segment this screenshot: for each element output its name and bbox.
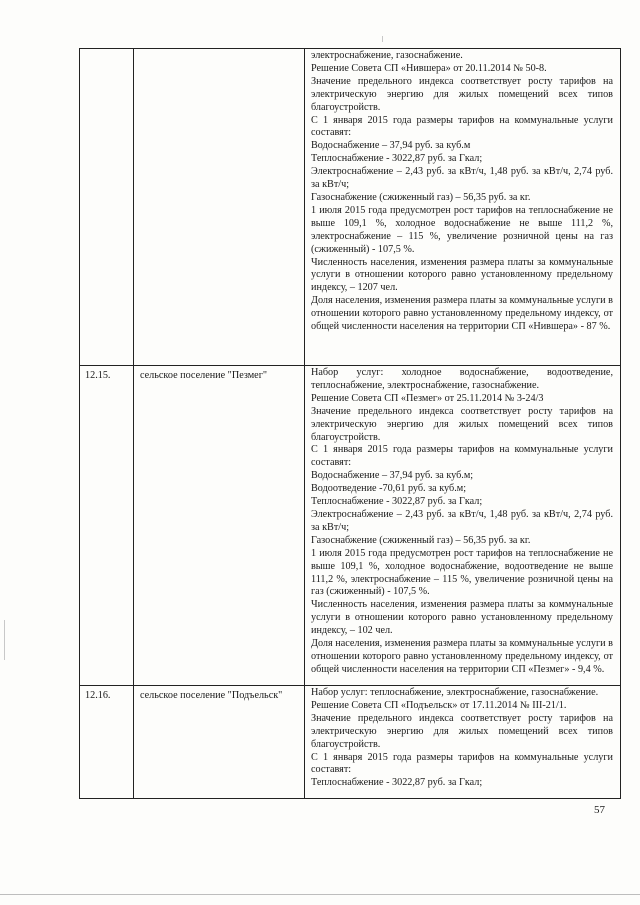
description-line: Значение предельного индекса соответствует росту тарифов на электрическую энергию для жилых помещений всех типов благоустройств. bbox=[311, 405, 613, 443]
description-line: Газоснабжение (сжиженный газ) – 56,35 руб. за кг. bbox=[311, 191, 531, 203]
description-cell bbox=[305, 686, 621, 799]
description-line: Электроснабжение – 2,43 руб. за кВт/ч, 1,48 руб. за кВт/ч, 2,74 руб. за кВт/ч; bbox=[311, 166, 613, 191]
description-line: Теплоснабжение - 3022,87 руб. за Гкал; bbox=[311, 777, 483, 789]
description-line: Электроснабжение – 2,43 руб. за кВт/ч, 1,48 руб. за кВт/ч, 2,74 руб. за кВт/ч; bbox=[311, 508, 613, 533]
description-line: Теплоснабжение - 3022,87 руб. за Гкал; bbox=[311, 153, 483, 165]
settlement-name-cell bbox=[134, 49, 305, 366]
table-row bbox=[80, 366, 621, 686]
description-line: С 1 января 2015 года размеры тарифов на коммунальные услуги составят: bbox=[311, 444, 613, 469]
description-line: Набор услуг: теплоснабжение, электроснабжение, газоснабжение. bbox=[311, 687, 599, 698]
description-line: Доля населения, изменения размера платы за коммунальные услуги в отношении которого равно установленному предельному индексу, от общей численности населения на территории СП «Нившера» - 87 %. bbox=[311, 295, 613, 333]
description-line: Решение Совета СП «Нившера» от 20.11.2014 № 50-8. bbox=[311, 62, 547, 74]
table-row bbox=[80, 49, 621, 366]
description-line: Теплоснабжение - 3022,87 руб. за Гкал; bbox=[311, 496, 483, 508]
scan-bottom-edge bbox=[0, 894, 640, 895]
scan-margin-mark bbox=[4, 620, 5, 660]
description-line: 1 июля 2015 года предусмотрен рост тарифов на теплоснабжение не выше 109,1 %, холодное водоснабжение, водоотведение не выше 111,2 %, электроснабжение – 115 %, увеличение розничной цены на газ (сжиженный) - 107,5 %. bbox=[311, 547, 613, 598]
scan-margin-mark bbox=[382, 36, 383, 42]
description-line: Значение предельного индекса соответствует росту тарифов на электрическую энергию для жилых помещений всех типов благоустройств. bbox=[311, 75, 613, 113]
description-line: С 1 января 2015 года размеры тарифов на коммунальные услуги составят: bbox=[311, 751, 613, 776]
description-text bbox=[305, 49, 620, 336]
description-line: Значение предельного индекса соответствует росту тарифов на электрическую энергию для жилых помещений всех типов благоустройств. bbox=[311, 712, 613, 750]
page-number: 57 bbox=[594, 804, 605, 816]
description-line: Численность населения, изменения размера платы за коммунальные услуги в отношении которого равно установленному предельному индексу, – 1207 чел. bbox=[311, 256, 613, 294]
row-number-cell bbox=[80, 49, 134, 366]
settlement-name-cell: сельское поселение "Подъельск" bbox=[134, 686, 305, 799]
description-text bbox=[305, 366, 620, 679]
description-line: С 1 января 2015 года размеры тарифов на коммунальные услуги составят: bbox=[311, 114, 613, 139]
description-line: Водоотведение -70,61 руб. за куб.м; bbox=[311, 483, 467, 495]
row-number-cell: 12.16. bbox=[80, 686, 134, 799]
description-line: Водоснабжение – 37,94 руб. за куб.м bbox=[311, 140, 471, 152]
description-text bbox=[305, 686, 620, 792]
description-line: Решение Совета СП «Подъельск» от 17.11.2014 № III-21/1. bbox=[311, 699, 567, 711]
description-cell bbox=[305, 49, 621, 366]
settlement-name-cell: сельское поселение "Пезмег" bbox=[134, 366, 305, 686]
description-line: электроснабжение, газоснабжение. bbox=[311, 50, 463, 61]
description-line: Численность населения, изменения размера платы за коммунальные услуги в отношении которого равно установленному предельному индексу, – 102 чел. bbox=[311, 599, 613, 637]
description-line: Набор услуг: холодное водоснабжение, водоотведение, теплоснабжение, электроснабжение, газоснабжение. bbox=[311, 367, 613, 391]
description-cell bbox=[305, 366, 621, 686]
description-line: Водоснабжение – 37,94 руб. за куб.м; bbox=[311, 470, 474, 482]
description-line: Доля населения, изменения размера платы за коммунальные услуги в отношении которого равно установленному предельному индексу, от общей численности населения на территории СП «Пезмег» - 9,4 %. bbox=[311, 638, 613, 675]
table-row bbox=[80, 686, 621, 799]
row-number-cell: 12.15. bbox=[80, 366, 134, 686]
description-line: Газоснабжение (сжиженный газ) – 56,35 руб. за кг. bbox=[311, 534, 531, 546]
tariff-table bbox=[79, 48, 621, 799]
description-line: 1 июля 2015 года предусмотрен рост тарифов на теплоснабжение не выше 109,1 %, холодное водоснабжение не выше 111,2 %, электроснабжение – 115 %, увеличение розничной цены на газ (сжиженный) - 107,5 %. bbox=[311, 204, 613, 255]
description-line: Решение Совета СП «Пезмег» от 25.11.2014 № 3-24/3 bbox=[311, 392, 544, 404]
